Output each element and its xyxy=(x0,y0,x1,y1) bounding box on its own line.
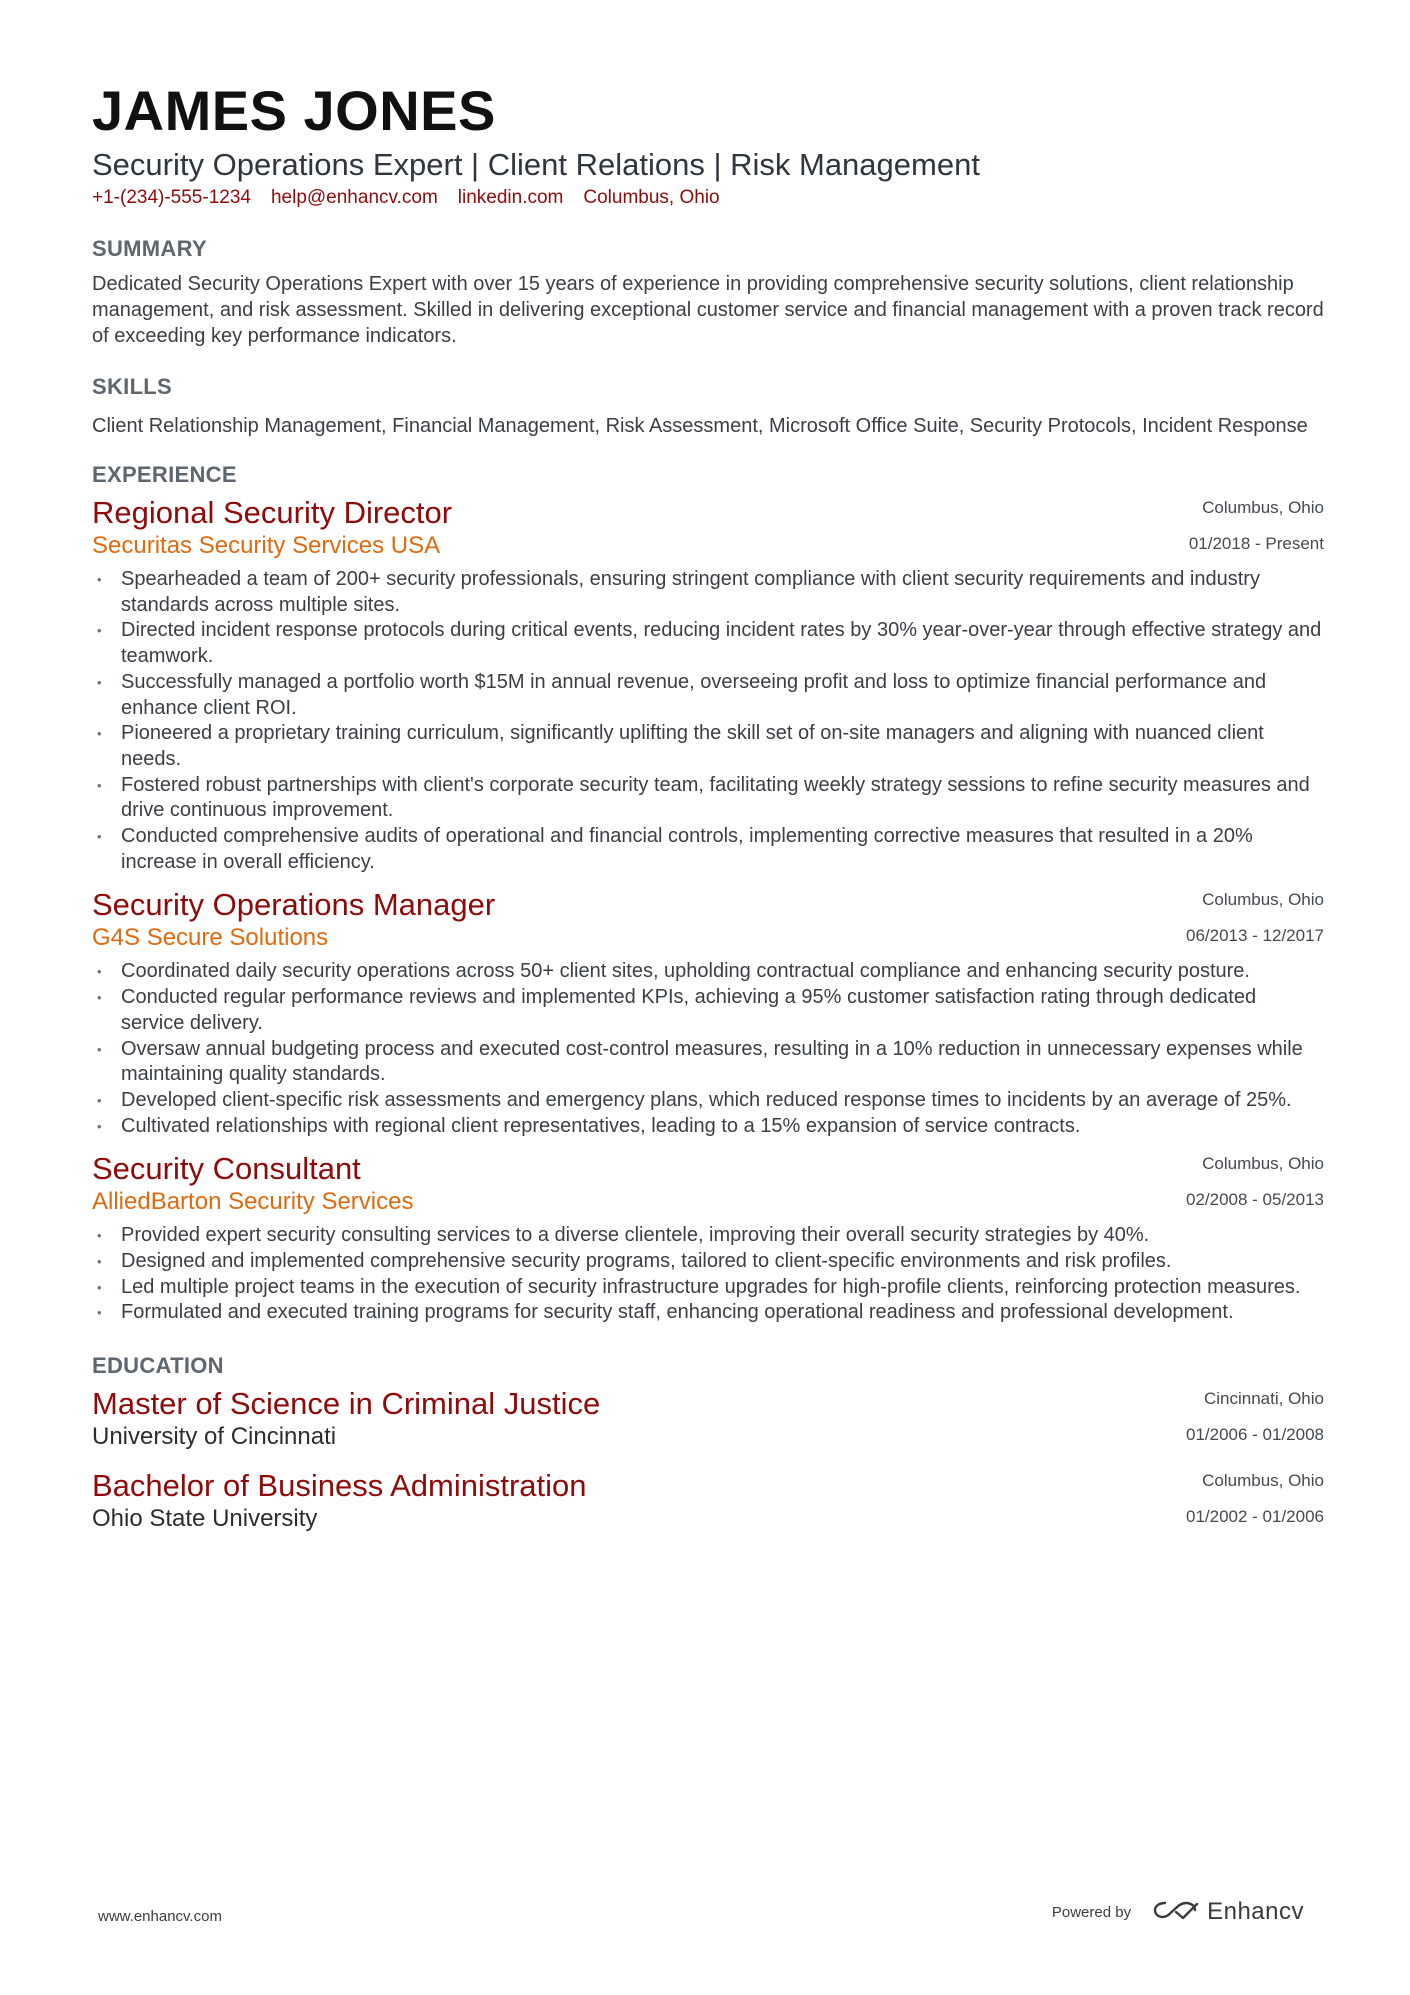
list-item: • Conducted comprehensive audits of operational and financial controls, implementing corrective measures that resulted in a 20% increase in overall efficiency. xyxy=(92,824,1324,875)
footer-website[interactable]: www.enhancv.com xyxy=(98,1908,222,1925)
company-name: G4S Secure Solutions xyxy=(92,924,329,952)
skills-text: Client Relationship Management, Financial Management, Risk Assessment, Microsoft Office Suite, Security Protocols, Incident Response xyxy=(92,415,1308,437)
company-name: AlliedBarton Security Services xyxy=(92,1188,414,1216)
school-location: Cincinnati, Ohio xyxy=(1203,1389,1324,1409)
education-entry xyxy=(92,1386,1324,1452)
list-item: • Successfully managed a portfolio worth $15M in annual revenue, overseeing profit and loss to optimize financial performance and enhance client ROI. xyxy=(92,670,1324,721)
job-dates: 06/2013 - 12/2017 xyxy=(1185,926,1324,946)
list-item: • Cultivated relationships with regional client representatives, leading to a 15% expansion of service contracts. xyxy=(92,1114,1324,1140)
powered-by-label: Powered by xyxy=(1051,1903,1132,1921)
resume-header xyxy=(92,78,1324,211)
section-title-education: EDUCATION xyxy=(92,1353,224,1379)
entry-header xyxy=(92,1468,1324,1534)
footer-branding xyxy=(1052,1898,1304,1926)
degree-title: Bachelor of Business Administration xyxy=(92,1468,587,1504)
entry-header xyxy=(92,1151,1324,1217)
education-dates: 01/2002 - 01/2006 xyxy=(1185,1507,1324,1527)
job-location: Columbus, Ohio xyxy=(1202,1154,1324,1174)
contact-list xyxy=(92,185,1324,211)
school-location: Columbus, Ohio xyxy=(1202,1471,1324,1491)
skills-section xyxy=(92,373,1324,439)
contact-phone[interactable]: +1-(234)-555-1234 xyxy=(92,187,251,208)
job-location: Columbus, Ohio xyxy=(1202,890,1324,910)
job-dates: 01/2018 - Present xyxy=(1188,534,1324,553)
experience-section xyxy=(92,461,1324,1326)
job-location: Columbus, Ohio xyxy=(1202,498,1324,517)
list-item: • Coordinated daily security operations across 50+ client sites, upholding contractual compliance and enhancing security posture. xyxy=(92,959,1324,985)
job-title: Security Operations Manager xyxy=(92,887,496,923)
school-name: Ohio State University xyxy=(92,1505,318,1533)
brand-name: Enhancv xyxy=(1207,1898,1304,1925)
entry-header xyxy=(92,1386,1324,1452)
list-item: • Developed client-specific risk assessments and emergency plans, which reduced response times to incidents by an average of 25%. xyxy=(92,1088,1324,1114)
experience-entry xyxy=(92,495,1324,875)
job-bullets xyxy=(92,959,1324,1139)
contact-linkedin[interactable]: linkedin.com xyxy=(457,187,564,208)
education-entry xyxy=(92,1468,1324,1534)
education-section xyxy=(92,1352,1324,1534)
contact-email[interactable]: help@enhancv.com xyxy=(270,187,438,208)
list-item: • Formulated and executed training programs for security staff, enhancing operational readiness and professional development. xyxy=(92,1300,1324,1326)
brand-link[interactable] xyxy=(1153,1898,1304,1926)
list-item: • Oversaw annual budgeting process and executed cost-control measures, resulting in a 10% reduction in unnecessary expenses while maintaining quality standards. xyxy=(92,1037,1324,1088)
experience-entry xyxy=(92,1151,1324,1326)
candidate-headline: Security Operations Expert | Client Relations | Risk Management xyxy=(92,147,980,182)
school-name: University of Cincinnati xyxy=(92,1423,337,1451)
section-title-skills: SKILLS xyxy=(92,374,173,399)
job-bullets xyxy=(92,567,1324,875)
job-bullets xyxy=(92,1223,1324,1326)
job-title: Regional Security Director xyxy=(92,495,453,530)
summary-text: Dedicated Security Operations Expert with over 15 years of experience in providing comprehensive security solutions, client relationship management, and risk assessment. Skilled in delivering exceptional customer service and financial management with a proven track record of exceeding key performance indicators. xyxy=(92,273,1324,347)
summary-section xyxy=(92,235,1324,349)
list-item: • Conducted regular performance reviews and implemented KPIs, achieving a 95% customer satisfaction rating through dedicated service delivery. xyxy=(92,985,1324,1036)
entry-header xyxy=(92,887,1324,953)
list-item: • Directed incident response protocols during critical events, reducing incident rates by 30% year-over-year through effective strategy and teamwork. xyxy=(92,618,1324,669)
enhancv-logo-icon xyxy=(1153,1899,1199,1926)
job-dates: 02/2008 - 05/2013 xyxy=(1185,1190,1324,1210)
degree-title: Master of Science in Criminal Justice xyxy=(92,1386,601,1422)
candidate-name: JAMES JONES xyxy=(92,79,496,142)
list-item: • Fostered robust partnerships with client's corporate security team, facilitating weekly strategy sessions to refine security measures and drive continuous improvement. xyxy=(92,773,1324,824)
contact-location: Columbus, Ohio xyxy=(583,187,720,208)
list-item: • Designed and implemented comprehensive security programs, tailored to client-specific environments and risk profiles. xyxy=(92,1249,1324,1275)
section-title-summary: SUMMARY xyxy=(92,236,207,261)
section-title-experience: EXPERIENCE xyxy=(92,462,237,487)
experience-entry xyxy=(92,887,1324,1139)
list-item: • Provided expert security consulting services to a diverse clientele, improving their overall security strategies by 40%. xyxy=(92,1223,1324,1249)
resume-content xyxy=(92,78,1324,1534)
list-item: • Pioneered a proprietary training curriculum, significantly uplifting the skill set of on-site managers and aligning with nuanced client needs. xyxy=(92,721,1324,772)
education-dates: 01/2006 - 01/2008 xyxy=(1185,1425,1324,1445)
list-item: • Spearheaded a team of 200+ security professionals, ensuring stringent compliance with client security requirements and industry standards across multiple sites. xyxy=(92,567,1324,618)
company-name: Securitas Security Services USA xyxy=(92,532,441,559)
list-item: • Led multiple project teams in the execution of security infrastructure upgrades for high-profile clients, reinforcing protection measures. xyxy=(92,1275,1324,1301)
job-title: Security Consultant xyxy=(92,1151,361,1187)
entry-header xyxy=(92,495,1324,561)
